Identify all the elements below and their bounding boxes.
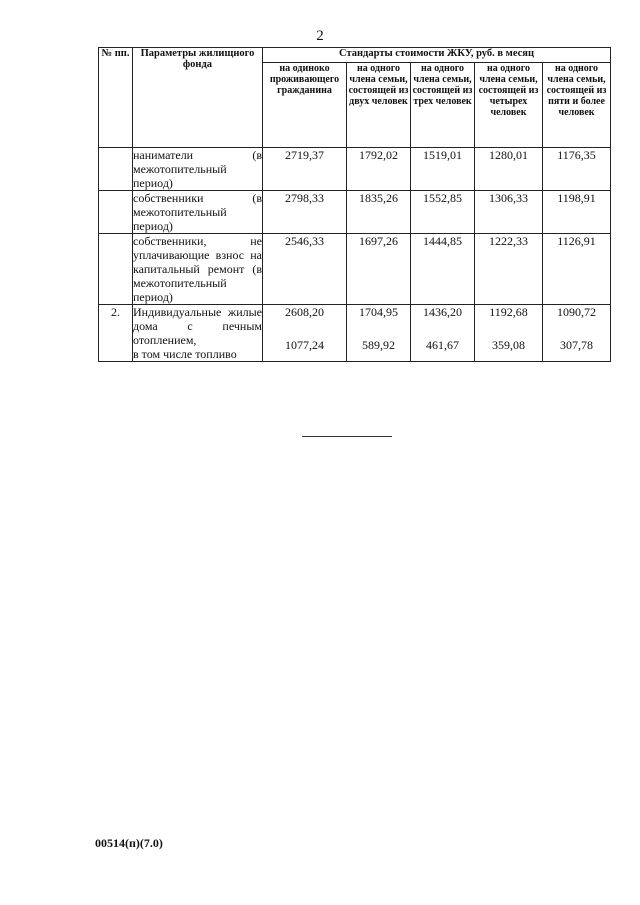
row-num: 2. [99, 305, 133, 362]
row-param-main: Индивидуальные жилые дома с печным отоплением, [133, 305, 262, 347]
cell-value-sub: 307,78 [560, 338, 594, 352]
cell-value: 1444,85 [411, 234, 475, 305]
row-param-sub: в том числе топливо [133, 347, 237, 361]
table-row [99, 234, 611, 305]
cell-value-main: 1192,68 [489, 305, 528, 319]
cell-value-main: 1704,95 [359, 305, 398, 319]
cell-value-sub: 589,92 [362, 338, 395, 352]
header-col-5: на одного члена семьи, состоящей из пяти и более человек [543, 63, 611, 148]
cell-value: 1792,02 [347, 148, 411, 191]
cell-value [263, 305, 347, 362]
cell-value: 1697,26 [347, 234, 411, 305]
cell-value-sub: 461,67 [426, 338, 459, 352]
header-num: № пп. [99, 48, 133, 148]
cell-value: 2546,33 [263, 234, 347, 305]
table-row [99, 191, 611, 234]
separator-line [302, 436, 392, 437]
cell-value: 2719,37 [263, 148, 347, 191]
header-group: Стандарты стоимости ЖКУ, руб. в месяц [263, 48, 611, 63]
cell-value: 1176,35 [543, 148, 611, 191]
cell-value-sub: 359,08 [492, 338, 525, 352]
cell-value-sub: 1077,24 [285, 338, 324, 352]
cell-value: 1835,26 [347, 191, 411, 234]
cell-value: 1519,01 [411, 148, 475, 191]
row-num [99, 148, 133, 191]
cell-value-main: 1436,20 [423, 305, 462, 319]
header-col-2: на одного члена семьи, состоящей из двух человек [347, 63, 411, 148]
cell-value [411, 305, 475, 362]
housing-cost-table [98, 47, 611, 362]
cell-value: 1280,01 [475, 148, 543, 191]
page-number: 2 [316, 28, 324, 44]
header-col-4: на одного члена семьи, состоящей из четырех человек [475, 63, 543, 148]
cell-value: 1552,85 [411, 191, 475, 234]
cell-value-main: 1090,72 [557, 305, 597, 319]
cell-value: 1306,33 [475, 191, 543, 234]
cell-value [475, 305, 543, 362]
table-row [99, 148, 611, 191]
cell-value [543, 305, 611, 362]
row-param [133, 305, 263, 362]
row-param: собственники (в межотопительный период) [133, 191, 262, 233]
row-param: собственники, не уплачивающие взнос на капитальный ремонт (в межотопительный период) [133, 234, 262, 304]
cell-value: 2798,33 [263, 191, 347, 234]
cell-value: 1198,91 [543, 191, 611, 234]
header-params: Параметры жилищного фонда [133, 48, 263, 148]
header-col-3: на одного члена семьи, состоящей из трех человек [411, 63, 475, 148]
row-num [99, 234, 133, 305]
cell-value: 1222,33 [475, 234, 543, 305]
cell-value-main: 2608,20 [285, 305, 324, 319]
footer-code: 00514(п)(7.0) [95, 836, 163, 850]
table-row [99, 305, 611, 362]
header-col-1: на одиноко проживающего гражданина [263, 63, 347, 148]
row-param: наниматели (в межотопительный период) [133, 148, 262, 190]
cell-value: 1126,91 [543, 234, 611, 305]
row-num [99, 191, 133, 234]
cell-value [347, 305, 411, 362]
